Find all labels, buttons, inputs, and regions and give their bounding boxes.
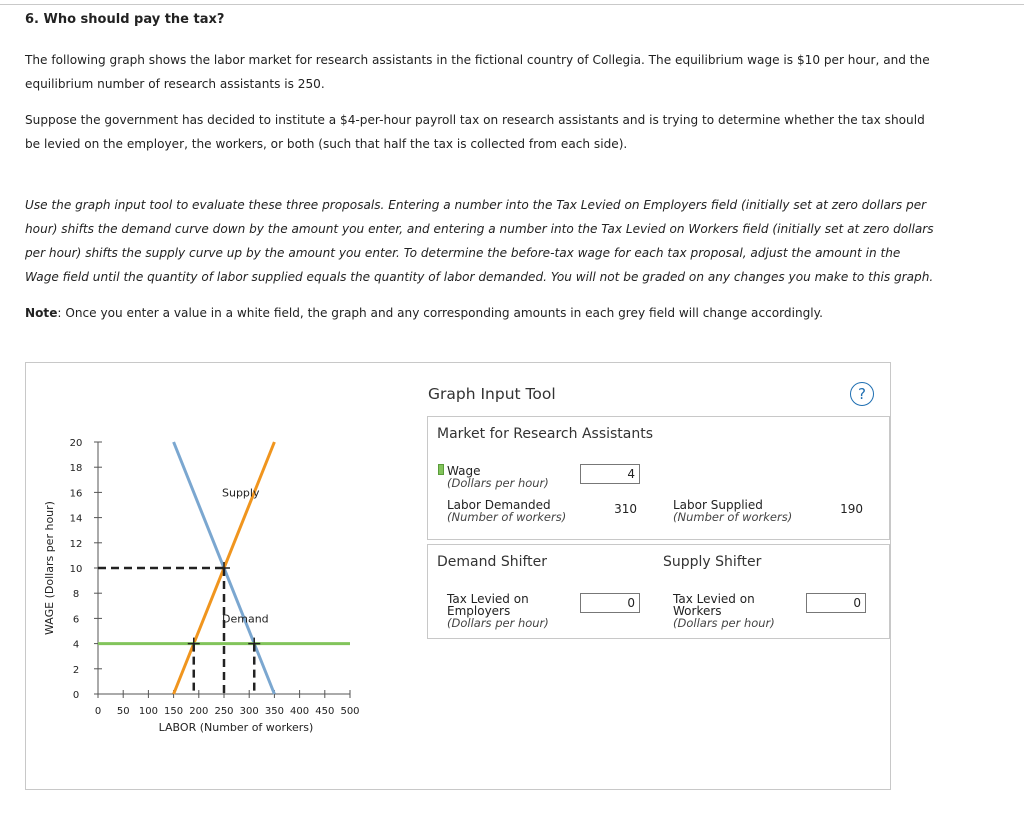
tax-line-2: be levied on the employer, the workers, or both (such that half the tax is collected from each side). <box>25 137 628 151</box>
labor-demanded-label: Labor Demanded <box>447 498 551 512</box>
y-tick-label: 20 <box>69 438 83 449</box>
note-paragraph <box>25 301 955 325</box>
x-tick-label: 300 <box>239 706 259 717</box>
y-tick-label: 8 <box>72 589 80 601</box>
y-tick-label: 16 <box>69 488 83 500</box>
x-tick-label: 400 <box>290 706 310 717</box>
y-tick-label: 12 <box>69 538 83 550</box>
tax-paragraph <box>25 108 955 156</box>
labor-supplied-value: 190 <box>840 502 863 516</box>
x-tick-label: 100 <box>138 706 158 717</box>
demand-shifter-title: Demand Shifter <box>437 554 548 570</box>
x-tick-label: 0 <box>94 706 102 717</box>
wage-label: Wage <box>447 464 481 478</box>
demand-label: Demand <box>222 612 269 626</box>
employer-tax-unit: (Dollars per hour) <box>447 616 549 630</box>
note-text: : Once you enter a value in a white field, the graph and any corresponding amounts in each grey field will change accordingly. <box>57 306 823 320</box>
supply-shifter-title: Supply Shifter <box>663 554 762 570</box>
question-title: 6. Who should pay the tax? <box>25 12 225 27</box>
intro-line-2: equilibrium number of research assistants is 250. <box>25 77 325 91</box>
instructions-paragraph <box>25 193 955 289</box>
x-tick-label: 50 <box>116 706 130 717</box>
x-tick-label: 250 <box>214 706 234 717</box>
wage-input[interactable]: 4 <box>580 464 640 484</box>
labor-supplied-label: Labor Supplied <box>673 498 763 512</box>
tax-line-1: Suppose the government has decided to institute a $4-per-hour payroll tax on research assistants and is trying to determine whether the tax should <box>25 113 925 127</box>
y-tick-label: 6 <box>72 614 80 626</box>
y-tick-label: 0 <box>72 690 80 701</box>
y-tick-label: 14 <box>69 513 83 525</box>
worker-tax-input[interactable]: 0 <box>806 593 866 613</box>
instructions-line-1: Use the graph input tool to evaluate these three proposals. Entering a number into the Tax Levied on Employers field (initially set at zero dollars per <box>25 198 927 212</box>
y-tick-label: 18 <box>69 463 83 475</box>
wage-unit: (Dollars per hour) <box>447 476 549 490</box>
employer-tax-input[interactable]: 0 <box>580 593 640 613</box>
instructions-line-2: hour) shifts the demand curve down by the amount you enter, and entering a number into the Tax Levied on Workers field (initially set at zero dollars <box>25 222 934 236</box>
graph-input-tool-title: Graph Input Tool <box>428 385 556 403</box>
x-tick-label: 150 <box>164 706 184 717</box>
note-label: Note <box>25 306 58 320</box>
instructions-line-4: Wage field until the quantity of labor supplied equals the quantity of labor demanded. You will not be graded on any changes you make to this graph. <box>25 270 934 284</box>
y-tick-label: 2 <box>72 664 80 676</box>
labor-supplied-unit: (Number of workers) <box>673 510 793 524</box>
intro-line-1: The following graph shows the labor market for research assistants in the fictional country of Collegia. The equilibrium wage is $10 per hour, and the <box>25 53 930 67</box>
y-axis-title: WAGE (Dollars per hour) <box>43 501 56 635</box>
wage-color-swatch <box>438 464 444 475</box>
employer-tax-label-2: Employers <box>447 604 511 618</box>
instructions-line-3: per hour) shifts the supply curve up by the amount you enter. To determine the before-tax wage for each tax proposal, adjust the amount in the <box>25 246 901 260</box>
y-tick-label: 10 <box>69 564 83 575</box>
market-title: Market for Research Assistants <box>437 426 654 442</box>
worker-tax-label-2: Workers <box>673 604 722 618</box>
labor-demanded-value: 310 <box>614 502 637 516</box>
worker-tax-label-1: Tax Levied on <box>673 592 755 606</box>
intro-paragraph <box>25 48 955 96</box>
x-tick-label: 200 <box>189 706 209 717</box>
top-divider <box>0 4 1024 5</box>
x-tick-label: 450 <box>315 706 335 717</box>
x-tick-label: 350 <box>264 706 284 717</box>
labor-market-chart[interactable] <box>40 430 380 740</box>
worker-tax-unit: (Dollars per hour) <box>673 616 775 630</box>
help-icon[interactable]: ? <box>850 382 874 406</box>
employer-tax-label-1: Tax Levied on <box>447 592 529 606</box>
labor-demanded-unit: (Number of workers) <box>447 510 567 524</box>
y-tick-label: 4 <box>72 639 80 651</box>
x-tick-label: 500 <box>340 706 360 717</box>
supply-label: Supply <box>222 486 260 500</box>
x-axis-title: LABOR (Number of workers) <box>158 721 314 734</box>
